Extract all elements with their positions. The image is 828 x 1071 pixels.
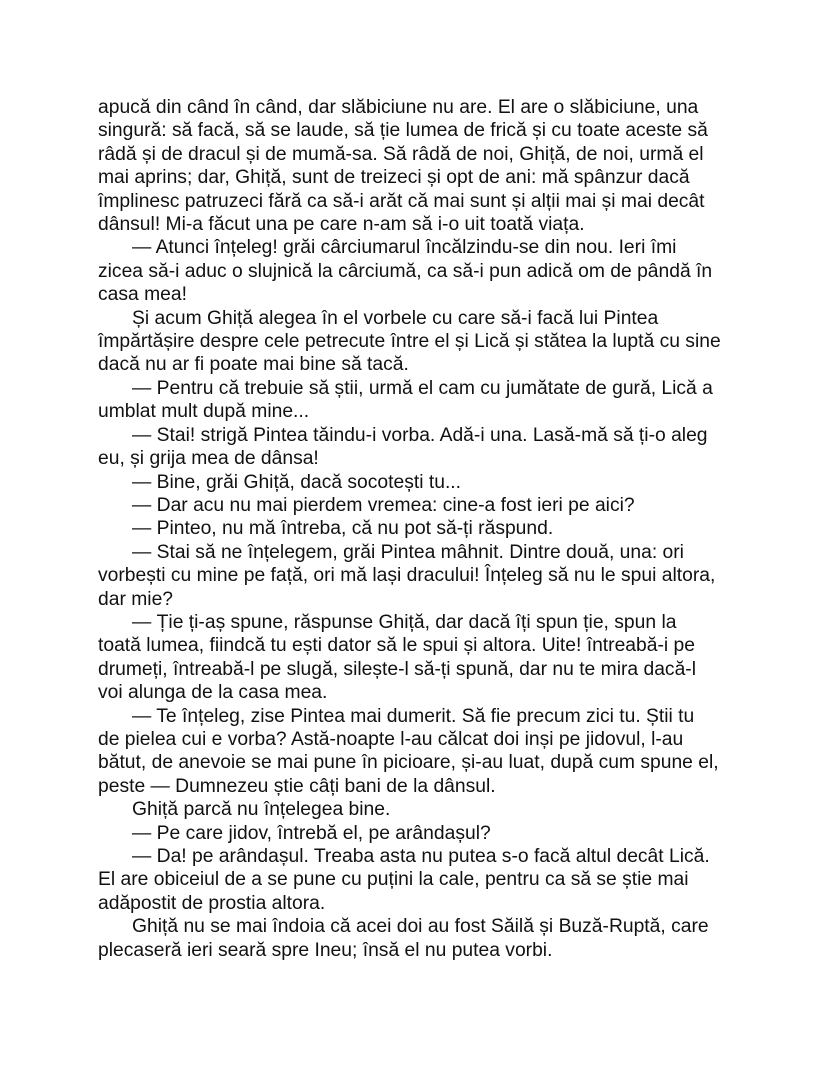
text-line: dânsul! Mi-a făcut una pe care n-am să i-o uit toată viața. (98, 214, 585, 236)
text-line: casa mea! (98, 284, 187, 306)
text-line: împărtășire despre cele petrecute între el și Lică și stătea la luptă cu sine (98, 331, 721, 353)
text-line: apucă din când în când, dar slăbiciune nu are. El are o slăbiciune, una (98, 97, 699, 118)
text-line: voi alunga de la casa mea. (98, 682, 328, 704)
text-line: Și acum Ghiță alegea în el vorbele cu care să-i facă lui Pintea (132, 307, 659, 329)
text-line: — Te înțeleg, zise Pintea mai dumerit. Să fie precum zici tu. Știi tu (132, 705, 695, 727)
text-line: — Da! pe arândașul. Treaba asta nu putea s-o facă altul decât Lică. (132, 846, 710, 867)
text-line: râdă și de dracul și de mumă-sa. Să râdă de noi, Ghiță, de noi, urmă el (98, 143, 704, 165)
text-line: vorbești cu mine pe față, ori mă lași dracului! Înțeleg să nu le spui altora, (98, 565, 716, 587)
text-line: peste — Dumnezeu știe câți bani de la dânsul. (98, 775, 496, 797)
text-line: toată lumea, fiindcă tu ești dator să le spui și altora. Uite! întreabă-i pe (98, 635, 695, 657)
text-line: — Stai! strigă Pintea tăindu-i vorba. Adă-i una. Lasă-mă să ți-o aleg (132, 424, 708, 446)
text-line: — Stai să ne înțelegem, grăi Pintea mâhnit. Dintre două, una: ori (132, 541, 684, 563)
text-line: adăpostit de prostia altora. (98, 892, 326, 914)
text-line: singură: să facă, să se laude, să ție lumea de frică și cu toate aceste să (98, 120, 708, 142)
text-line: dacă nu ar fi poate mai bine să tacă. (98, 354, 409, 376)
text-body (98, 96, 788, 962)
text-line: — Pinteo, nu mă întreba, că nu pot să-ți răspund. (132, 518, 554, 540)
text-line: plecaseră ieri seară spre Ineu; însă el nu putea vorbi. (98, 939, 553, 961)
text-line: — Ție ți-aș spune, răspunse Ghiță, dar dacă îți spun ție, spun la (132, 611, 677, 633)
text-line: bătut, de anevoie se mai pune în picioare, și-au luat, după cum spune el, (98, 752, 719, 774)
text-line: El are obiceiul de a se pune cu puțini la cale, pentru ca să se știe mai (98, 869, 689, 891)
text-line: — Bine, grăi Ghiță, dacă socotești tu... (132, 471, 462, 493)
text-line: — Atunci înțeleg! grăi cârciumarul încălzindu-se din nou. Ieri îmi (132, 237, 677, 259)
text-line: de pielea cui e vorba? Astă-noapte l-au călcat doi inși pe jidovul, l-au (98, 728, 684, 750)
text-line: — Pentru că trebuie să știi, urmă el cam cu jumătate de gură, Lică a (132, 377, 713, 399)
text-line: eu, și grija mea de dânsa! (98, 448, 319, 470)
text-line: umblat mult după mine... (98, 401, 310, 423)
text-line: Ghiță parcă nu înțelegea bine. (132, 799, 391, 821)
text-line: — Pe care jidov, întrebă el, pe arândașul? (132, 822, 491, 844)
text-line: — Dar acu nu mai pierdem vremea: cine-a fost ieri pe aici? (132, 494, 635, 516)
text-line: dar mie? (98, 588, 174, 610)
text-line: drumeți, întreabă-l pe slugă, silește-l să-ți spună, dar nu te mira dacă-l (98, 658, 697, 680)
text-line: împlinesc patruzeci fără ca să-i arăt că mai sunt și alții mai și mai decât (98, 190, 705, 212)
text-line: Ghiță nu se mai îndoia că acei doi au fost Săilă și Buză-Ruptă, care (132, 916, 709, 938)
text-line: mai aprins; dar, Ghiță, sunt de treizeci și opt de ani: mă spânzur dacă (98, 167, 690, 189)
text-line: zicea să-i aduc o slujnică la cârciumă, ca să-i pun adică om de pândă în (98, 260, 713, 282)
